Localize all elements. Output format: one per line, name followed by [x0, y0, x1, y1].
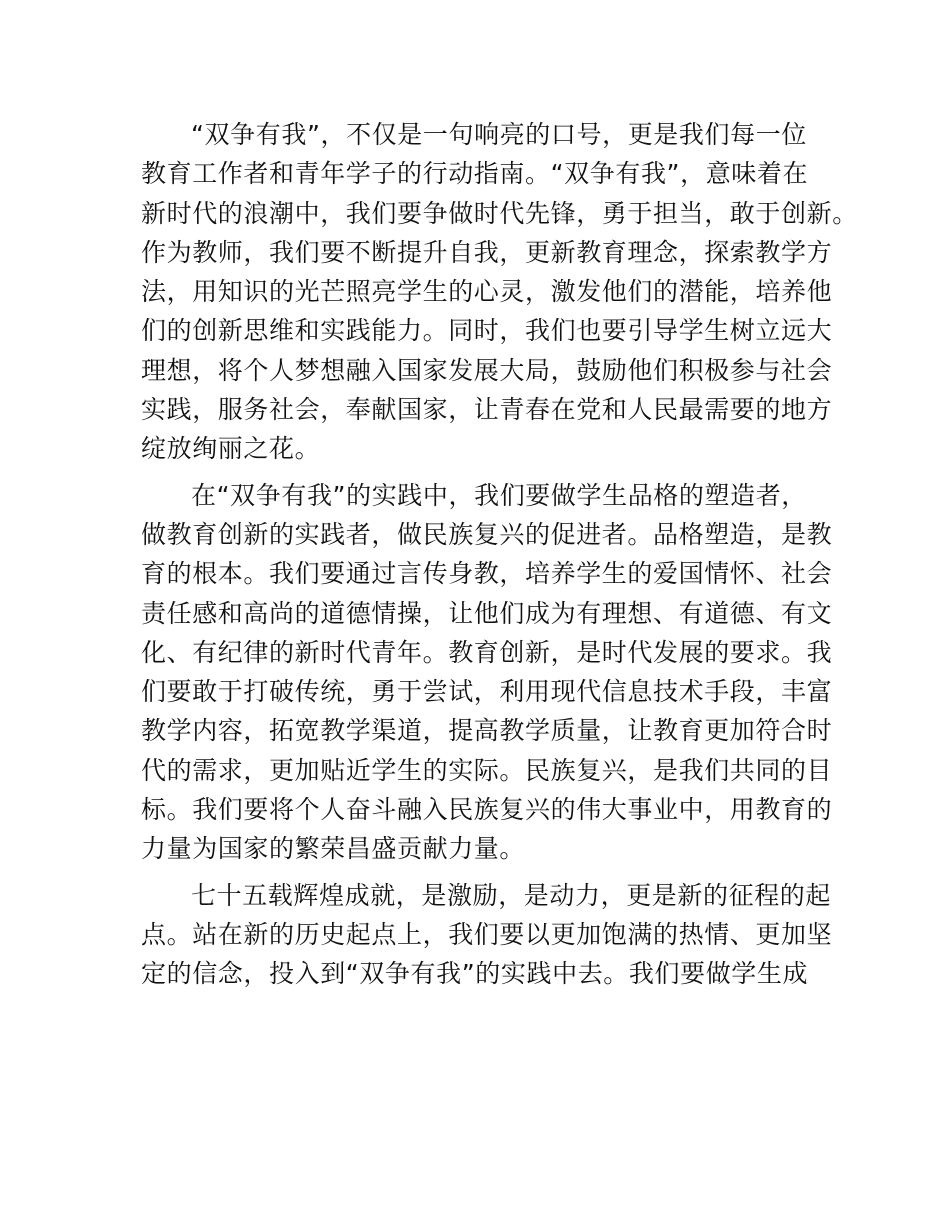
text-line: 力量为国家的繁荣昌盛贡献力量。	[141, 834, 526, 864]
text-line: 作为教师，我们要不断提升自我，更新教育理念，探索教学方	[141, 237, 833, 267]
paragraph-2	[141, 476, 833, 869]
text-line: 做教育创新的实践者，做民族复兴的促进者。品格塑造，是教	[141, 519, 833, 549]
text-line: 定的信念，投入到“双争有我”的实践中去。我们要做学生成	[141, 959, 809, 989]
text-line: 代的需求，更加贴近学生的实际。民族复兴，是我们共同的目	[141, 755, 833, 785]
text-line: 新时代的浪潮中，我们要争做时代先锋，勇于担当，敢于创新。	[141, 198, 858, 228]
text-line: “双争有我”，不仅是一句响亮的口号，更是我们每一位	[191, 120, 807, 149]
text-line: 们要敢于打破传统，勇于尝试，利用现代信息技术手段，丰富	[141, 677, 833, 707]
text-line: 育的根本。我们要通过言传身教，培养学生的爱国情怀、社会	[141, 559, 833, 589]
text-line: 标。我们要将个人奋斗融入民族复兴的伟大事业中，用教育的	[141, 795, 833, 825]
text-line: 绽放绚丽之花。	[141, 434, 321, 464]
text-line: 教育工作者和青年学子的行动指南。“双争有我”，意味着在	[141, 159, 809, 189]
text-line: 实践，服务社会，奉献国家，让青春在党和人民最需要的地方	[141, 395, 833, 425]
text-line: 理想，将个人梦想融入国家发展大局，鼓励他们积极参与社会	[141, 355, 833, 385]
document-body	[141, 115, 858, 994]
text-line: 们的创新思维和实践能力。同时，我们也要引导学生树立远大	[141, 316, 833, 346]
paragraph-1	[141, 115, 858, 469]
text-line: 点。站在新的历史起点上，我们要以更加饱满的热情、更加坚	[141, 919, 833, 949]
paragraph-3	[141, 876, 833, 994]
text-line: 教学内容，拓宽教学渠道，提高教学质量，让教育更加符合时	[141, 716, 833, 746]
text-line: 化、有纪律的新时代青年。教育创新，是时代发展的要求。我	[141, 637, 833, 667]
text-line: 在“双争有我”的实践中，我们要做学生品格的塑造者，	[191, 480, 807, 510]
text-line: 法，用知识的光芒照亮学生的心灵，激发他们的潜能，培养他	[141, 277, 833, 307]
text-line: 责任感和高尚的道德情操，让他们成为有理想、有道德、有文	[141, 598, 833, 628]
text-line: 七十五载辉煌成就，是激励，是动力，更是新的征程的起	[191, 880, 832, 910]
